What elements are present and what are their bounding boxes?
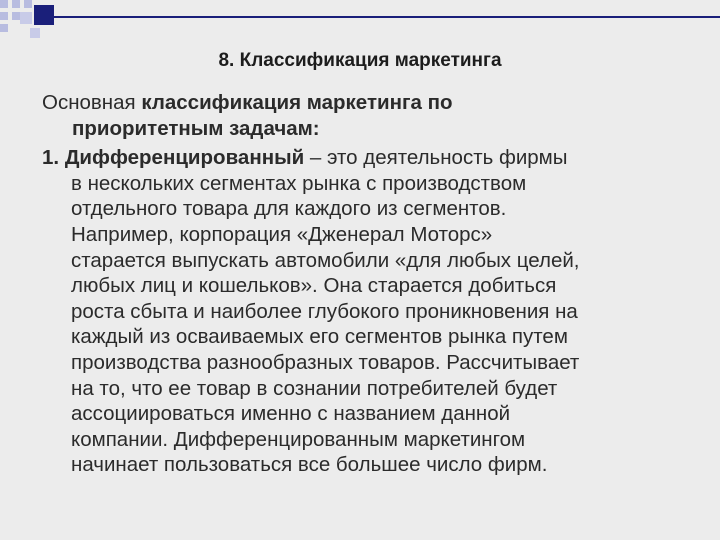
item-line: компании. Дифференцированным маркетингом	[71, 427, 526, 451]
decor-square	[12, 12, 20, 20]
item-line: отдельного товара для каждого из сегментов.	[71, 197, 507, 221]
item-first-line: – это деятельность фирмы	[304, 146, 568, 170]
intro-paragraph	[42, 90, 682, 141]
item-line: роста сбыта и наиболее глубокого проникновения на	[71, 299, 578, 323]
decor-square	[12, 0, 20, 8]
decor-square	[20, 12, 32, 24]
item-line: каждый из осваиваемых его сегментов рынка путем	[71, 325, 568, 349]
item-line: производства разнообразных товаров. Рассчитывает	[71, 350, 580, 374]
decor-square	[0, 0, 8, 8]
item-line: ассоциироваться именно с названием данной	[71, 402, 511, 426]
header-rule	[34, 16, 720, 18]
intro-bold-continued: приоритетным задачам:	[72, 116, 320, 140]
decor-square	[34, 5, 54, 25]
item-number: 1.	[42, 146, 60, 170]
item-line: начинает пользоваться все большее число фирм.	[71, 453, 548, 477]
list-item	[42, 145, 682, 478]
item-line: в нескольких сегментах рынка с производством	[71, 171, 527, 195]
item-line: старается выпускать автомобили «для любых целей,	[71, 248, 580, 272]
item-term: Дифференцированный	[64, 146, 305, 170]
item-line: Например, корпорация «Дженерал Моторс»	[71, 222, 493, 246]
slide-content	[42, 90, 682, 478]
decor-square	[24, 0, 32, 8]
decor-square	[30, 28, 40, 38]
slide-title: 8. Классификация маркетинга	[218, 50, 502, 71]
intro-bold: классификация маркетинга по	[141, 91, 453, 114]
intro-prefix: Основная	[42, 91, 142, 114]
item-body	[42, 171, 682, 478]
decor-square	[0, 24, 8, 32]
decor-square	[0, 12, 8, 20]
item-line: на то, что ее товар в сознании потребителей будет	[71, 376, 558, 400]
item-line: любых лиц и кошельков». Она старается добиться	[71, 274, 557, 298]
